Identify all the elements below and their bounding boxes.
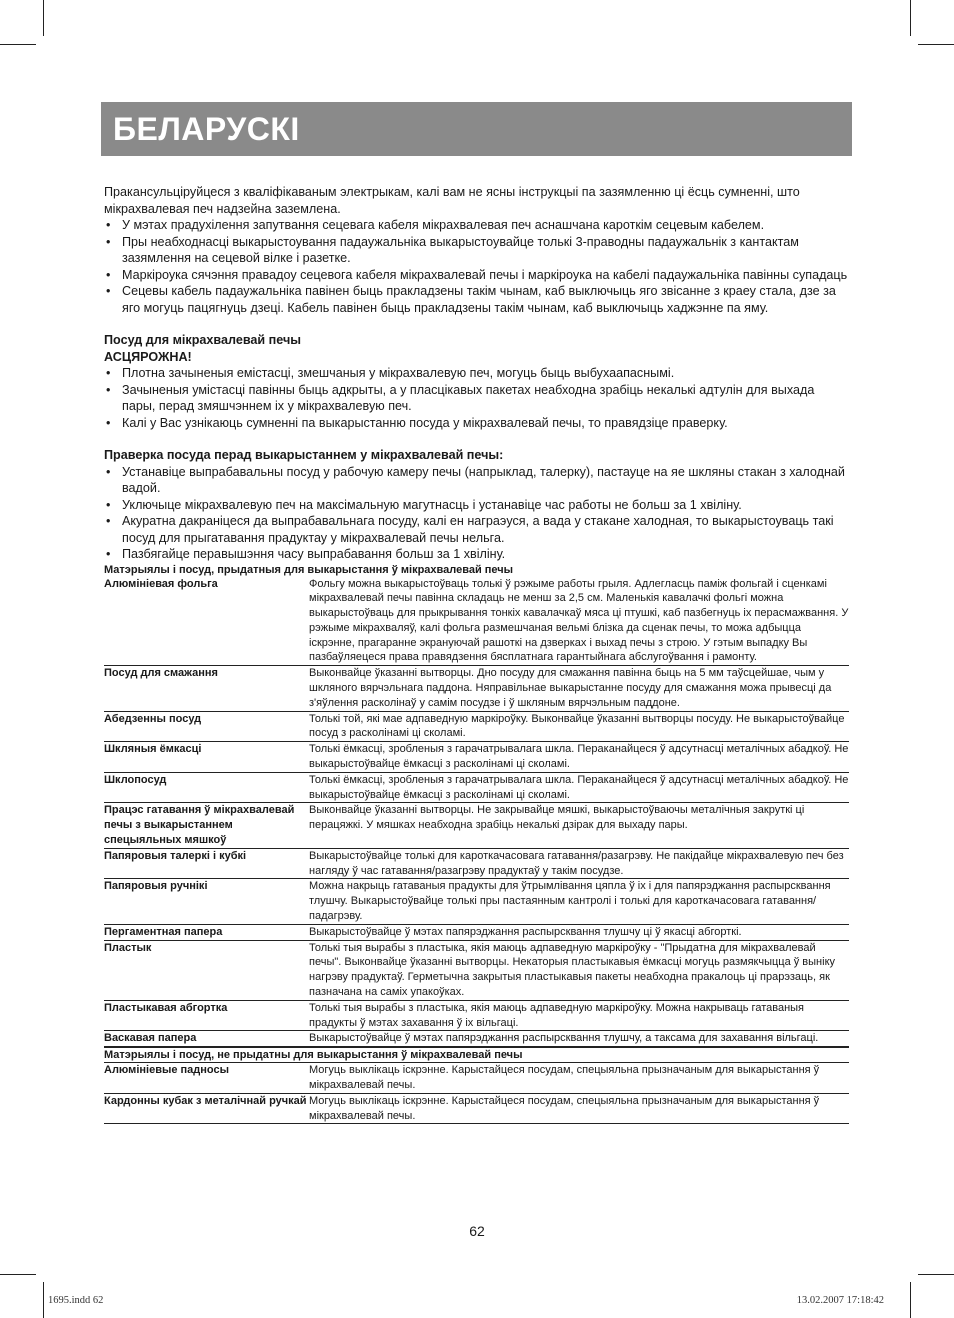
bullet-icon: •: [106, 514, 111, 528]
table-row: Алюмініевые падносы Могуць выклікаць іскрэнне. Карыстайцеся посудам, спецыяльна прызначаным для выкарыстання ў мікрахвалевай печы.: [104, 1063, 849, 1094]
list-item: • Уключыце мікрахвалевую печ на максімальную магутнасць і устанавіце час работы не больш за 1 хвіліну.: [106, 497, 742, 512]
table-row: Папяровыя ручнікі Можна накрыць гатаваныя прадукты для ўтрымлівання цяпла ў іх і для папярэджання распырсквання тлушчу. Выкарыстоўвайце толькі пры пастаянным кантролі і толькі для кароткачасовага гатавання/падагрэву.: [104, 879, 849, 924]
table-title-unsuitable: Матэрыялы і посуд, не прыдатны для выкарыстання ў мікрахвалевай печы: [104, 1047, 849, 1063]
table-row: Папяровыя талеркі і кубкі Выкарыстоўвайце толькі для кароткачасовага гатавання/разагрэву. Не пакідайце мікрахвалевую печ без нагляду ў час гатавання/разагрэву прадуктаў у такім посудзе.: [104, 849, 849, 880]
table-row: Алюмініевая фольга Фольгу можна выкарыстоўваць толькі ў рэжыме работы грыля. Адлегласць паміж фольгай і сценкамі мікрахвалевай печы павінна складаць не менш за 2,5 см. Маленькія кавалачкі фольгі можна выкарыстоўваць для прыкрывання тонкіх кавалачкаў мяса ці птушкі, каб пазбегнуць іх перасмажвання. У рэжыме мікрахваляў, калі фольга размешчаная вельмі блізка да сценак печы, то можа адбыцца іскрэнне, прагаранне экрануючай рашоткі на дзверках і выхад печы з строю. У гэтым выпадку Вы пазбаўляецеся права правядзення бясплатнага гарантыйнага абслугоўвання і рамонту.: [104, 577, 849, 667]
crop-mark: [910, 0, 911, 36]
bullet-list-cookware: [104, 365, 849, 431]
spacer: [104, 316, 849, 332]
bullet-icon: •: [106, 464, 111, 479]
main-content: [104, 184, 849, 1124]
table-row: Пластык Толькі тыя вырабы з пластыка, якія маюць адпаведную маркіроўку - "Прыдатна для мікрахвалевай печы". Выконвайце ўказанні вытворцы. Некаторыя пластыкавыя ёмкасці могуць размякчыцца ў выніку нагрэву прадуктаў. Герметычна закрытыя пластыкавыя пакеты неабходна пракалоць ці прарэзаць, як пазначана на саміх упакоўках.: [104, 941, 849, 1001]
crop-mark: [910, 1282, 911, 1318]
table-row: Шкляныя ёмкасці Толькі ёмкасці, зробленыя з гарачатрывалага шкла. Пераканайцеся ў адсутнасці металічных абадкоў. Не выкарыстоўвайце ёмкасці з расколінамі ці сколамі.: [104, 742, 849, 773]
crop-mark: [43, 1282, 44, 1318]
list-item: • Акуратна дакраніцеся да выпрабавальнага посуду, калі ен награэуся, а вада у стакане халодная, то выкарыстоуваць такі посуд для прыгатавання прадуктау у мікрахвалевай печы нельга.: [106, 514, 834, 545]
bullet-icon: •: [106, 547, 111, 561]
bullet-list-check: [104, 464, 849, 563]
section-title-cookware: Посуд для мікрахвалевай печы: [104, 333, 302, 347]
bullet-icon: •: [106, 284, 111, 298]
crop-mark: [918, 44, 954, 45]
table-row: Працэс гатавання ў мікрахвалевай печы з выкарыстаннем спецыяльных мяшкоў Выконвайце ўказанні вытворцы. Не закрывайце мяшкі, выкарыстоўваючы металічныя закруткі ці перацяжкі. У мяшках неабходна зрабіць некалькі дзірак для выхаду пары.: [104, 803, 849, 848]
bullet-icon: •: [106, 382, 111, 397]
list-item: • Устанавіце выпрабавальны посуд у рабочую камеру печы (напрыклад, талерку), пастауце на яе шкляны стакан з халоднай вадой.: [106, 464, 845, 495]
table-row: Абедзенны посуд Толькі той, які мае адпаведную маркіроўку. Выконвайце ўказанні вытворцы посуду. Не выкарыстоўвайце посуд з расколінамі ці сколамі.: [104, 712, 849, 743]
bullet-icon: •: [106, 234, 111, 249]
crop-mark: [43, 0, 44, 36]
table-title-suitable: Матэрыялы і посуд, прыдатныя для выкарыстання ў мікрахвалевай печы: [104, 563, 514, 576]
list-item: • Маркіроука сячэння правадоу сецевога кабеля мікрахвалевай печы і маркіроука на кабелі падаужальніка павінны супадаць: [106, 267, 848, 282]
table-row: Пластыкавая абгортка Толькі тыя вырабы з пластыка, якія маюць адпаведную маркіроўку. Можна накрываць гатаваныя прадукты ў мэтах захавання ў іх вільгаці.: [104, 1001, 849, 1032]
intro-paragraph: Пракансульціруйцеся з кваліфікаваным электрыкам, калі вам не ясны інструкцыі па зазямленню ці ёсць сумненні, што мікрахвалевая печ надзейна заземлена.: [104, 185, 800, 216]
section-title-check: Праверка посуда перад выкарыстаннем у мікрахвалевай печы:: [104, 448, 504, 462]
bullet-icon: •: [106, 415, 111, 430]
table-suitable: [104, 577, 849, 1048]
table-row: Посуд для смажання Выконвайце ўказанні вытворцы. Дно посуду для смажання павінна быць на 5 мм таўсцейшае, чым у шкляного вярчэльнага паддона. Няправільнае выкарыстанне посуду для смажання можа прывесці да з'яўлення расколінаў у самім посудзе і ў шкляным вярчэльным паддоне.: [104, 666, 849, 711]
bullet-list-grounding: [104, 217, 849, 316]
crop-mark: [0, 1274, 36, 1275]
crop-mark: [918, 1274, 954, 1275]
list-item: • У мэтах прадухілення запутвання сецевага кабеля мікрахвалевая печ аснашчана кароткім сецевым кабелем.: [106, 218, 765, 232]
crop-mark: [0, 44, 36, 45]
bullet-icon: •: [106, 267, 111, 282]
warning-label: АСЦЯРОЖНА!: [104, 349, 192, 364]
page-title: БЕЛАРУСКІ: [113, 111, 300, 147]
list-item: • Калі у Вас узнікаюць сумненні па выкарыстанню посуда у мікрахвалевай печы, то правядзіце праверку.: [106, 415, 728, 430]
table-row: Шклопосуд Толькі ёмкасці, зробленыя з гарачатрывалага шкла. Пераканайцеся ў адсутнасці металічных абадкоў. Не выкарыстоўвайце ёмкасці з расколінамі ці сколамі.: [104, 773, 849, 804]
bullet-icon: •: [106, 218, 111, 232]
footer-file: 1695.indd 62: [48, 1295, 104, 1306]
table-row: Пергаментная папера Выкарыстоўвайце ў мэтах папярэджання распырсквання тлушчу ці ў якасці абгорткі.: [104, 925, 849, 941]
footer-datetime: 13.02.2007 17:18:42: [796, 1295, 884, 1306]
bullet-icon: •: [106, 366, 111, 380]
list-item: • Плотна зачыненыя емістасці, змешчаныя у мікрахвалевую печ, могуць быць выбухаапаснымі.: [106, 366, 675, 380]
list-item: • Зачыненыя умістасці павінны быць адкрыты, а у пласцікавых пакетах неабходна зрабіць некалькі адтулін для выхада пары, перад змяшчэннем іх у мікрахвалевую печ.: [106, 382, 815, 413]
page-number: 62: [469, 1223, 485, 1239]
list-item: • Сецевы кабель падаужальніка павінен быць пракладзены такім чынам, каб выключыць яго звісанне з краеу стала, дзе за яго могуць пацягнуць дзеці. Кабель павінен быць пракладзены такім чынам, каб выключыць хаджэнне па яму.: [106, 284, 836, 315]
list-item: • Пазбягайце перавышэння часу выпрабавання больш за 1 хвіліну.: [106, 547, 506, 561]
table-row: Васкавая папера Выкарыстоўвайце ў мэтах папярэджання распырсквання тлушчу, а таксама для захавання вільгаці.: [104, 1031, 849, 1047]
bullet-icon: •: [106, 497, 111, 512]
table-row: Кардонны кубак з металічнай ручкай Могуць выклікаць іскрэнне. Карыстайцеся посудам, спецыяльна прызначаным для выкарыстання ў мікрахвалевай печы.: [104, 1094, 849, 1125]
table-unsuitable: [104, 1063, 849, 1124]
spacer: [104, 431, 849, 447]
list-item: • Пры неабходнасці выкарыстоування падаужальніка выкарыстоувайце толькі 3-праводны падаужальнік з кантактам зазямлення на сецевой вілке і разетке.: [106, 234, 799, 265]
header-bar: [101, 102, 852, 156]
